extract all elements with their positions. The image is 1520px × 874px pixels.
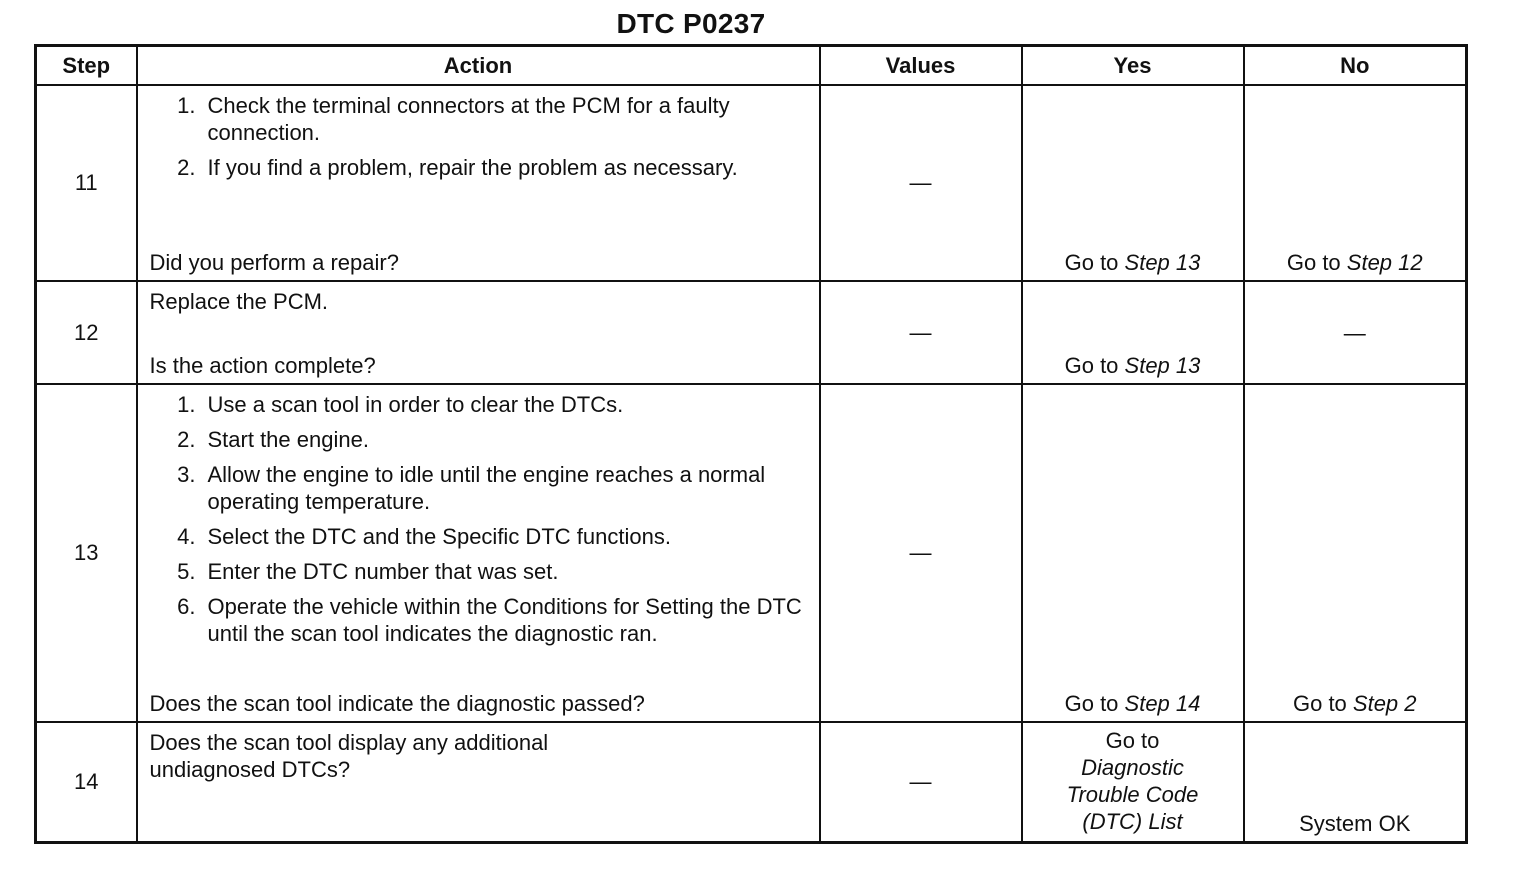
action-question: Did you perform a repair? xyxy=(149,250,399,275)
list-item: 4. Select the DTC and the Specific DTC functions. xyxy=(177,524,671,549)
no-link[interactable]: Go to Step 2 xyxy=(1292,691,1417,716)
diagnostic-table xyxy=(34,44,1468,844)
table-row xyxy=(36,85,1467,281)
no-cell xyxy=(1244,722,1467,843)
step-number: 13 xyxy=(36,384,137,722)
action-cell xyxy=(137,281,820,384)
action-cell xyxy=(137,384,820,722)
yes-link[interactable]: Go to Step 14 xyxy=(1064,691,1201,716)
list-item: 2. Start the engine. xyxy=(177,427,369,452)
header-step: Step xyxy=(36,46,137,86)
yes-cell xyxy=(1022,85,1244,281)
list-item: 1. Check the terminal connectors at the PCM for a faulty connection. xyxy=(177,93,730,145)
table-row xyxy=(36,722,1467,843)
yes-link[interactable]: Go to Step 13 xyxy=(1064,353,1201,378)
no-cell xyxy=(1244,85,1467,281)
header-values: Values xyxy=(820,46,1022,86)
step-number: 12 xyxy=(36,281,137,384)
no-value: — xyxy=(1343,320,1366,345)
header-no: No xyxy=(1244,46,1467,86)
no-cell xyxy=(1244,281,1467,384)
action-question: Is the action complete? xyxy=(149,353,376,378)
values-cell: — xyxy=(820,722,1022,843)
no-link[interactable]: Go to Step 12 xyxy=(1286,250,1423,275)
list-item: 6. Operate the vehicle within the Conditions for Setting the DTC until the scan tool indicates the diagnostic ran. xyxy=(177,594,802,646)
list-item: 2. If you find a problem, repair the problem as necessary. xyxy=(177,155,738,180)
list-item: 3. Allow the engine to idle until the engine reaches a normal operating temperature. xyxy=(177,462,766,514)
yes-cell xyxy=(1022,722,1244,843)
page-title: DTC P0237 xyxy=(616,8,766,39)
no-value: System OK xyxy=(1299,811,1411,836)
list-item: 1. Use a scan tool in order to clear the DTCs. xyxy=(177,392,624,417)
action-cell xyxy=(137,85,820,281)
action-question: Does the scan tool display any additional undiagnosed DTCs? xyxy=(149,730,549,782)
table-row xyxy=(36,281,1467,384)
values-cell: — xyxy=(820,85,1022,281)
step-number: 14 xyxy=(36,722,137,843)
header-action: Action xyxy=(137,46,820,86)
yes-cell xyxy=(1022,384,1244,722)
yes-cell xyxy=(1022,281,1244,384)
values-cell: — xyxy=(820,281,1022,384)
yes-link[interactable]: Go to Step 13 xyxy=(1064,250,1201,275)
values-cell: — xyxy=(820,384,1022,722)
yes-link[interactable]: Go to Diagnostic Trouble Code (DTC) List xyxy=(1066,728,1199,834)
step-number: 11 xyxy=(36,85,137,281)
action-question: Does the scan tool indicate the diagnostic passed? xyxy=(149,691,645,716)
header-yes: Yes xyxy=(1022,46,1244,86)
table-row xyxy=(36,384,1467,722)
list-item: 5. Enter the DTC number that was set. xyxy=(177,559,559,584)
action-text: Replace the PCM. xyxy=(149,289,329,314)
action-cell xyxy=(137,722,820,843)
table-header-row xyxy=(36,46,1467,86)
no-cell xyxy=(1244,384,1467,722)
